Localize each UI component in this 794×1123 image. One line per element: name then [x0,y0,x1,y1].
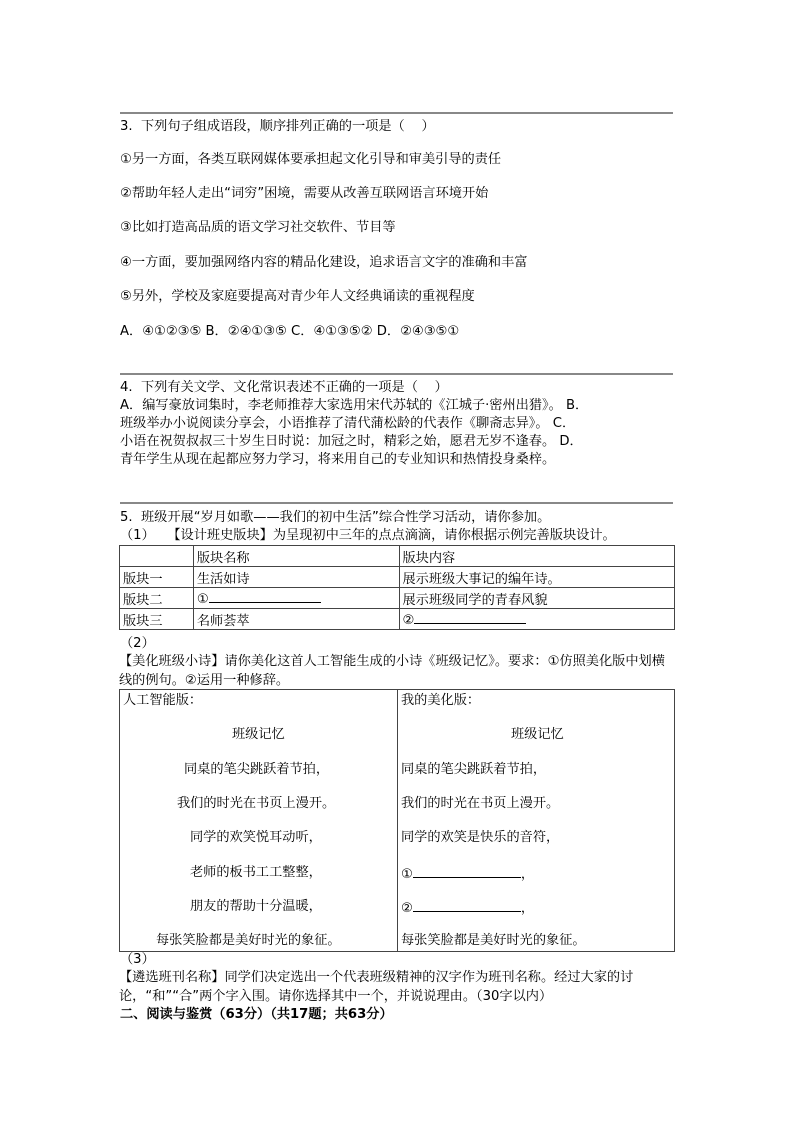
ai-poem-line: 我们的时光在书页上漫开。 [177,796,336,811]
my-poem-line [401,864,534,884]
my-poem-line: 同学的欢笑是快乐的音符， [401,830,560,845]
ai-poem-line: 朋友的帮助十分温暖， [190,899,322,914]
q4-line-3: 小语在祝贺叔叔三十岁生日时说：加冠之时，精彩之始，愿君无岁不逢春。 D． [120,434,583,449]
poem-blank-2[interactable] [413,898,521,912]
q5-part-2-text: 【美化班级小诗】请你美化这首人工智能生成的小诗《班级记忆》。要求：①仿照美化版中划横线的例句。②运用一种修辞。 [119,654,665,688]
my-version-column [398,690,674,951]
answer-marker: ② [401,901,413,916]
table-cell: 版块二 [120,588,194,609]
ai-poem-title: 班级记忆 [232,727,285,742]
divider [120,502,673,504]
table-cell [399,609,675,630]
ai-version-column [120,690,398,951]
question-5-stem: 5. 班级开展“岁月如歌——我们的初中生活”综合性学习活动，请你参加。 [120,510,551,525]
q4-line-4: 青年学生从现在起都应努力学习，将来用自己的专业知识和热情投身桑梓。 [120,452,556,467]
my-poem-line: 同桌的笔尖跳跃着节拍， [401,762,547,777]
q3-sentence-3: ③比如打造高品质的语文学习社交软件、节目等 [120,220,396,235]
table-cell: 版块三 [120,609,194,630]
section-design-table [119,545,675,630]
table-row [120,588,675,609]
ai-version-header: 人工智能版： [123,693,203,708]
q4-line-2: 班级举办小说阅读分享会，小语推荐了清代蒲松龄的代表作《聊斋志异》。 C． [120,416,576,431]
comma: ， [520,901,535,916]
table-header-cell: 版块内容 [399,546,675,567]
q3-sentence-4: ④一方面，要加强网络内容的精品化建设，追求语言文字的准确和丰富 [120,255,528,270]
question-3-stem: 3. 下列句子组成语段，顺序排列正确的一项是（ ） [120,119,435,134]
ai-poem-line: 同桌的笔尖跳跃着节拍， [184,762,330,777]
q3-sentence-5: ⑤另外，学校及家庭要提高对青少年人文经典诵读的重视程度 [120,289,475,304]
q5-part-3-number: （3） [120,952,155,967]
ai-poem-line: 老师的板书工工整整， [190,865,322,880]
answer-marker: ① [401,867,413,882]
ai-poem-line: 同学的欢笑悦耳动听， [190,830,322,845]
q3-sentence-2: ②帮助年轻人走出“词穷”困境，需要从改善互联网语言环境开始 [120,186,489,201]
divider [120,112,673,114]
q5-part-2-number: （2） [120,636,155,651]
my-version-header: 我的美化版： [401,693,481,708]
my-poem-title: 班级记忆 [511,727,564,742]
comma: ， [520,867,535,882]
table-header-cell: 版块名称 [193,546,399,567]
table-row [120,609,675,630]
my-poem-line: 我们的时光在书页上漫开。 [401,796,560,811]
answer-marker: ② [402,613,415,628]
section-2-heading: 二、阅读与鉴赏（63分）（共17题；共63分） [120,1007,393,1022]
poem-comparison-table [119,689,675,952]
q4-line-1: A．编写豪放词集时，李老师推荐大家选用宋代苏轼的《江城子·密州出猎》。 B． [120,398,589,413]
q5-part-1: （1） 【设计班史版块】为呈现初中三年的点点滴滴，请你根据示例完善版块设计。 [120,528,616,543]
poem-blank-1[interactable] [413,864,521,878]
table-header-cell [120,546,194,567]
answer-blank-1[interactable] [209,589,321,603]
table-cell: 名师荟萃 [193,609,399,630]
q5-part-3-text: 【遴选班刊名称】同学们决定选出一个代表班级精神的汉字作为班刊名称。经过大家的讨论，“和”“合”两个字入围。请你选择其中一个，并说说理由。（30字以内） [119,970,634,1004]
table-cell: 展示班级大事记的编年诗。 [399,567,675,588]
ai-poem-line: 每张笑脸都是美好时光的象征。 [156,933,341,948]
table-row [120,567,675,588]
q3-sentence-1: ①另一方面，各类互联网媒体要承担起文化引导和审美引导的责任 [120,152,502,167]
my-poem-line [401,898,534,918]
table-header-row [120,546,675,567]
my-poem-line: 每张笑脸都是美好时光的象征。 [401,933,586,948]
q3-options: A．④①②③⑤ B．②④①③⑤ C．④①③⑤② D．②④③⑤① [120,324,460,339]
divider [120,373,673,375]
table-cell: 展示班级同学的青春风貌 [399,588,675,609]
question-4-stem: 4. 下列有关文学、文化常识表述不正确的一项是（ ） [120,380,448,395]
table-cell [193,588,399,609]
answer-marker: ① [196,592,209,607]
answer-blank-2[interactable] [414,610,526,624]
table-cell: 生活如诗 [193,567,399,588]
table-cell: 版块一 [120,567,194,588]
